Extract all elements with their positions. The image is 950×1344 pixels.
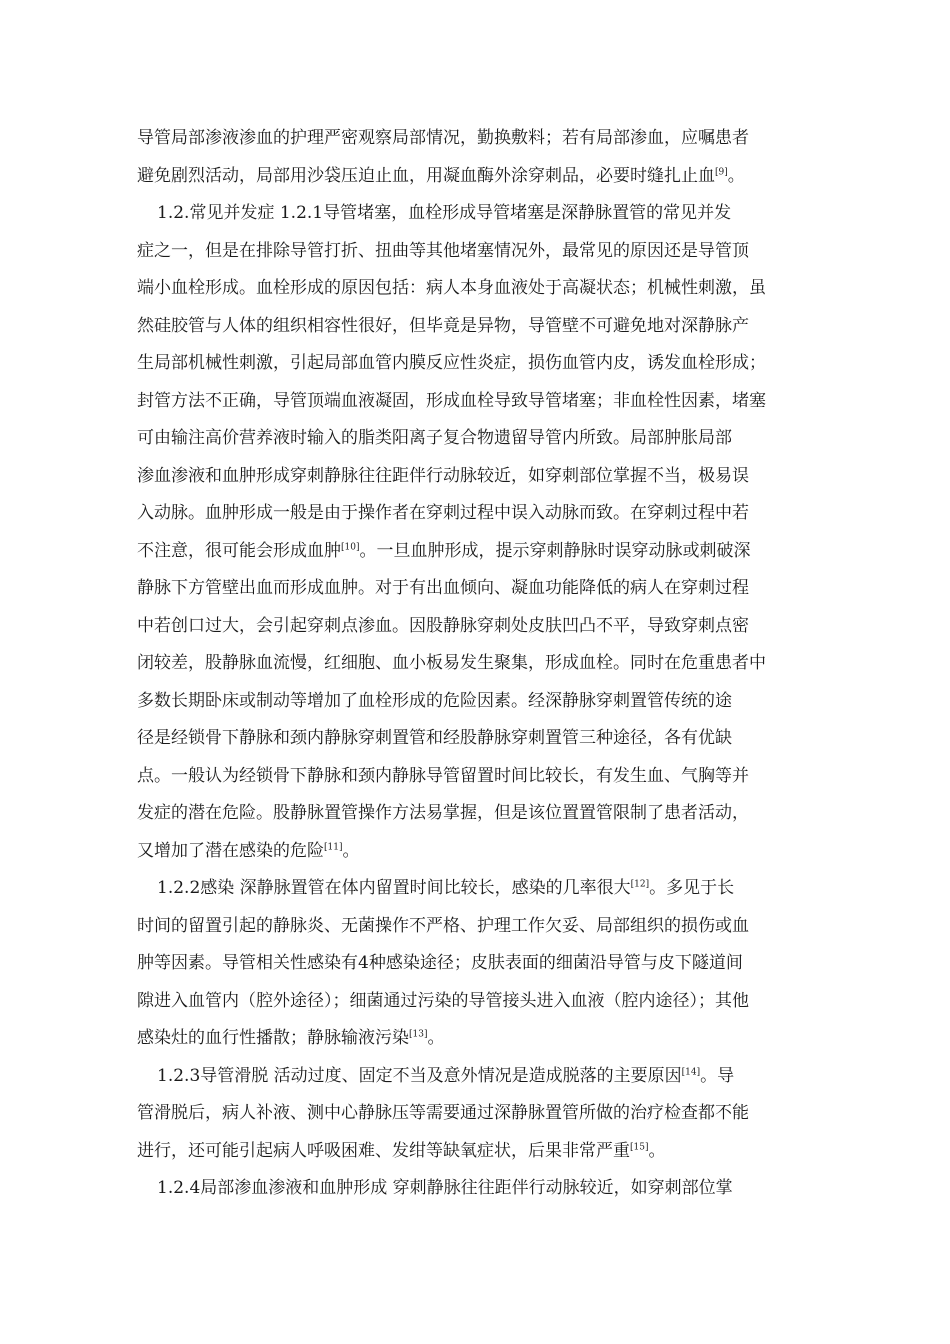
line-text: 又增加了潜在感染的危险 [137,840,324,861]
line-text: 封管方法不正确，导管顶端血液凝固，形成血栓导致导管堵塞；非血栓性因素，堵塞 [137,390,766,411]
line-text: 隙进入血管内（腔外途径）；细菌通过污染的导管接头进入血液（腔内途径）；其他 [137,990,749,1011]
text-line [137,720,817,758]
citation-ref: [11] [324,841,343,852]
line-text: 生局部机械性刺激，引起局部血管内膜反应性炎症，损伤血管内皮，诱发血栓形成； [137,353,766,373]
text-line [137,983,817,1021]
text-line [137,383,817,421]
citation-ref: [15] [630,1141,649,1152]
line-text: 多数长期卧床或制动等增加了血栓形成的危险因素。经深静脉穿刺置管传统的途 [137,690,732,711]
line-text: 静脉下方管壁出血而形成血肿。对于有出血倾向、凝血功能降低的病人在穿刺过程 [137,578,749,598]
text-line [137,683,817,721]
line-text: 径是经锁骨下静脉和颈内静脉穿刺置管和经股静脉穿刺置管三种途径，各有优缺 [137,728,732,748]
line-text: 症之一，但是在排除导管打折、扭曲等其他堵塞情况外，最常见的原因还是导管顶 [137,240,749,261]
citation-ref: [14] [681,1066,701,1077]
body-text [137,120,817,1208]
line-text: 渗血渗液和血肿形成穿刺静脉往往距伴行动脉较近，如穿刺部位掌握不当，极易误 [137,465,749,486]
citation-ref: [10] [341,541,360,552]
text-line [137,833,817,871]
text-line [137,1095,817,1133]
text-line [137,645,817,683]
line-text: 时间的留置引起的静脉炎、无菌操作不严格、护理工作欠妥、局部组织的损伤或血 [137,915,749,936]
citation-ref: [12] [630,879,650,890]
line-text: 可由输注高价营养液时输入的脂类阳离子复合物遗留导管内所致。局部肿胀局部 [137,428,732,448]
text-line [137,120,817,158]
line-text: 1.2.常见并发症 1.2.1导管堵塞，血栓形成导管堵塞是深静脉置管的常见并发 [157,203,732,223]
line-text: 不注意，很可能会形成血肿 [137,540,341,561]
line-text-after-ref: 。 [648,1140,666,1161]
citation-ref: [13] [409,1029,428,1040]
text-line [137,158,817,196]
text-line [137,195,817,233]
line-text: 避免剧烈活动，局部用沙袋压迫止血，用凝血酶外涂穿刺品，必要时缝扎止血 [137,165,715,186]
line-text: 进行，还可能引起病人呼吸困难、发绀等缺氧症状，后果非常严重 [137,1140,630,1161]
line-text-after-ref: 。多见于长 [649,878,735,898]
line-text-after-ref: 。一旦血肿形成，提示穿刺静脉时误穿动脉或刺破深 [359,540,751,561]
text-line [137,233,817,271]
text-line [137,420,817,458]
text-line [137,870,817,908]
line-text: 导管局部渗液渗血的护理严密观察局部情况，勤换敷料；若有局部渗血，应嘱患者 [137,128,749,148]
text-line [137,458,817,496]
text-line [137,795,817,833]
text-line [137,270,817,308]
line-text: 中若创口过大，会引起穿刺点渗血。因股静脉穿刺处皮肤凹凸不平，导致穿刺点密 [137,615,749,636]
line-text-after-ref: 。 [727,165,745,186]
line-text: 感染灶的血行性播散；静脉输液污染 [137,1028,409,1048]
line-text-after-ref: 。 [342,840,360,861]
text-line [137,758,817,796]
text-line [137,495,817,533]
line-text: 1.2.3导管滑脱 活动过度、固定不当及意外情况是造成脱落的主要原因 [157,1065,682,1086]
text-line [137,345,817,383]
line-text: 点。一般认为经锁骨下静脉和颈内静脉导管留置时间比较长，有发生血、气胸等并 [137,765,749,786]
line-text-after-ref: 。导 [700,1065,735,1086]
line-text: 管滑脱后，病人补液、测中心静脉压等需要通过深静脉置管所做的治疗检查都不能 [137,1103,749,1123]
line-text: 入动脉。血肿形成一般是由于操作者在穿刺过程中误入动脉而致。在穿刺过程中若 [137,503,749,523]
line-text: 1.2.4局部渗血渗液和血肿形成 穿刺静脉往往距伴行动脉较近，如穿刺部位掌 [157,1178,733,1198]
text-line [137,1170,817,1208]
text-line [137,1020,817,1058]
text-line [137,908,817,946]
line-text: 发症的潜在危险。股静脉置管操作方法易掌握，但是该位置置管限制了患者活动， [137,803,749,823]
line-text: 1.2.2感染 深静脉置管在体内留置时间比较长，感染的几率很大 [157,878,631,898]
text-line [137,1133,817,1171]
text-line [137,608,817,646]
text-line [137,533,817,571]
text-line [137,570,817,608]
line-text-after-ref: 。 [427,1028,445,1048]
line-text: 然硅胶管与人体的组织相容性很好，但毕竟是异物，导管壁不可避免地对深静脉产 [137,315,749,336]
line-text: 肿等因素。导管相关性感染有4种感染途径；皮肤表面的细菌沿导管与皮下隧道间 [137,953,743,973]
text-line [137,1058,817,1096]
text-line [137,945,817,983]
line-text: 端小血栓形成。血栓形成的原因包括：病人本身血液处于高凝状态；机械性刺激，虽 [137,278,766,298]
citation-ref: [9] [715,166,728,177]
line-text: 闭较差，股静脉血流慢，红细胞、血小板易发生聚集，形成血栓。同时在危重患者中 [137,653,766,673]
text-line [137,308,817,346]
